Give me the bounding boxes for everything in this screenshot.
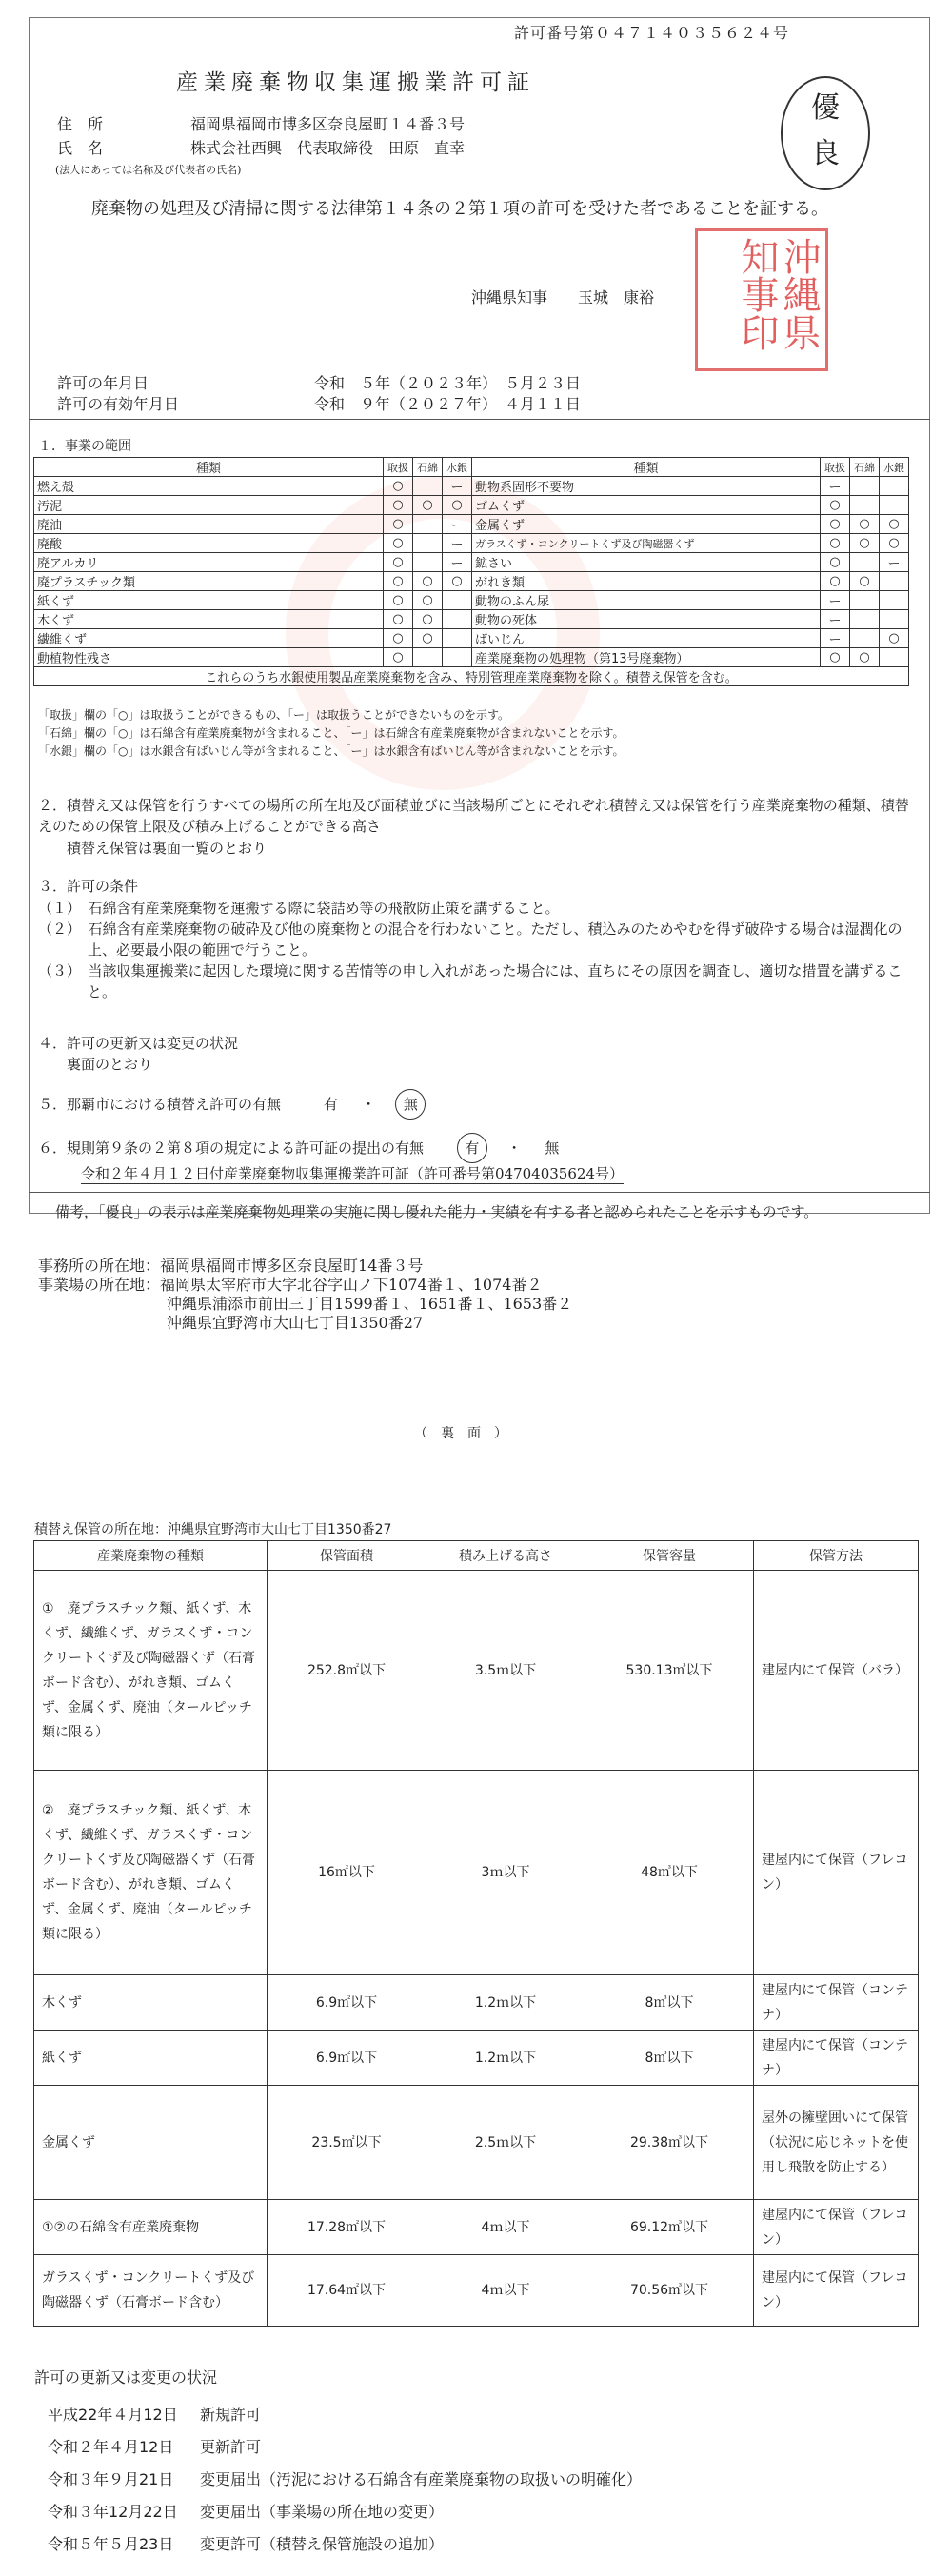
- storage-height: 1.2ｍ以下: [426, 1975, 585, 2031]
- col-handling: 取扱: [384, 458, 413, 477]
- permit-mark: ー: [880, 553, 909, 572]
- storage-capacity: 69.12㎥以下: [585, 2200, 754, 2255]
- permit-mark: [880, 610, 909, 629]
- waste-type: 動物の死体: [472, 610, 821, 629]
- permit-mark: ー: [443, 477, 472, 496]
- storage-type: 金属くず: [34, 2086, 268, 2200]
- permit-mark: ○: [880, 534, 909, 553]
- waste-type: ガラスくず・コンクリートくず及び陶磁器くず: [472, 534, 821, 553]
- history-entry: [48, 2528, 642, 2561]
- col-mercury: 水銀: [443, 458, 472, 477]
- history-date: 令和２年４月12日: [48, 2438, 174, 2456]
- permit-mark: ー: [821, 591, 850, 610]
- scope-row: [34, 648, 909, 667]
- section-5-no-circled: 無: [395, 1089, 426, 1120]
- permit-mark: ○: [413, 572, 443, 591]
- scope-row: [34, 553, 909, 572]
- section-5-text: ５．那覇市における積替え許可の有無: [38, 1096, 282, 1113]
- page-title: 産業廃棄物収集運搬業許可証: [176, 70, 535, 95]
- site-address: 沖縄県宜野湾市大山七丁目1350番27: [167, 1314, 424, 1332]
- permit-mark: ○: [821, 534, 850, 553]
- storage-method: 建屋内にて保管（フレコン）: [754, 1771, 919, 1975]
- permit-mark: ー: [443, 553, 472, 572]
- note: 「取扱」欄の「○」は取扱うことができるもの、「ー」は取扱うことができないものを示す。: [38, 708, 510, 722]
- permit-mark: ー: [443, 515, 472, 534]
- permit-mark: [850, 553, 880, 572]
- storage-capacity: 29.38㎥以下: [585, 2086, 754, 2200]
- permit-mark: ○: [384, 629, 413, 648]
- permit-mark: [443, 648, 472, 667]
- name-note: (法人にあっては名称及び代表者の氏名): [55, 164, 242, 176]
- storage-type: ② 廃プラスチック類、紙くず、木くず、繊維くず、ガラスくず・コンクリートくず及び陶磁器くず（石膏ボード含む）、がれき類、ゴムくず、金属くず、廃油（タールピッチ類に限る）: [34, 1771, 268, 1975]
- storage-area: 252.8㎡以下: [268, 1571, 426, 1771]
- history-date: 令和３年12月22日: [48, 2503, 178, 2521]
- storage-col-method: 保管方法: [754, 1541, 919, 1571]
- storage-row: [34, 2086, 919, 2200]
- permit-mark: [443, 610, 472, 629]
- storage-row: [34, 2255, 919, 2327]
- waste-type: 燃え殻: [34, 477, 384, 496]
- storage-area: 6.9㎡以下: [268, 1975, 426, 2031]
- storage-method: 建屋内にて保管（バラ）: [754, 1571, 919, 1771]
- history-desc: 更新許可: [200, 2438, 262, 2456]
- office-address: 福岡県福岡市博多区奈良屋町14番３号: [160, 1257, 424, 1275]
- storage-col-capacity: 保管容量: [585, 1541, 754, 1571]
- divider: [29, 419, 930, 420]
- history-date: 令和５年５月23日: [48, 2535, 174, 2553]
- scope-row: [34, 591, 909, 610]
- col-asbestos: 石綿: [850, 458, 880, 477]
- section-6-no: 無: [545, 1139, 560, 1157]
- history-date: 令和３年９月21日: [48, 2470, 174, 2488]
- storage-capacity: 8㎥以下: [585, 1975, 754, 2031]
- waste-type: がれき類: [472, 572, 821, 591]
- remark: 備考，「優良」の表示は産業廃棄物処理業の実施に関し優れた能力・実績を有する者と認められたことを示すものです。: [55, 1203, 819, 1220]
- permit-mark: ○: [821, 496, 850, 515]
- storage-capacity: 48㎥以下: [585, 1771, 754, 1975]
- section-2-note: 積替え保管は裏面一覧のとおり: [67, 840, 268, 857]
- site-address: 沖縄県浦添市前田三丁目1599番１、1651番１、1653番２: [167, 1295, 573, 1313]
- scope-row: [34, 477, 909, 496]
- permit-mark: ○: [821, 553, 850, 572]
- permit-mark: ○: [384, 534, 413, 553]
- waste-type: 動物のふん尿: [472, 591, 821, 610]
- seal-char: 優: [811, 91, 840, 125]
- governor-seal: 沖縄県知事印: [695, 228, 828, 371]
- storage-row: [34, 2200, 919, 2255]
- history-entry: [48, 2464, 642, 2496]
- waste-type: 動植物性残さ: [34, 648, 384, 667]
- storage-location: 積替え保管の所在地：沖縄県宜野湾市大山七丁目1350番27: [34, 1522, 392, 1537]
- storage-type: ① 廃プラスチック類、紙くず、木くず、繊維くず、ガラスくず・コンクリートくず及び陶磁器くず（石膏ボード含む）、がれき類、ゴムくず、金属くず、廃油（タールピッチ類に限る）: [34, 1571, 268, 1771]
- storage-method: 建屋内にて保管（コンテナ）: [754, 2031, 919, 2086]
- storage-table: [33, 1540, 919, 2327]
- history-date: 平成22年４月12日: [48, 2406, 178, 2424]
- storage-height: 4ｍ以下: [426, 2200, 585, 2255]
- permit-number: 許可番号第０４７１４０３５６２４号: [514, 24, 790, 42]
- permit-mark: ○: [384, 553, 413, 572]
- waste-type: 繊維くず: [34, 629, 384, 648]
- permit-mark: [850, 496, 880, 515]
- waste-type: 廃油: [34, 515, 384, 534]
- storage-col-height: 積み上げる高さ: [426, 1541, 585, 1571]
- storage-capacity: 70.56㎥以下: [585, 2255, 754, 2327]
- permit-mark: ○: [850, 534, 880, 553]
- storage-type: ガラスくず・コンクリートくず及び陶磁器くず（石膏ボード含む）: [34, 2255, 268, 2327]
- permit-mark: ○: [384, 496, 413, 515]
- permit-mark: ○: [384, 648, 413, 667]
- permit-mark: ○: [850, 572, 880, 591]
- history-entry: [48, 2399, 642, 2431]
- waste-type: 木くず: [34, 610, 384, 629]
- permit-mark: ○: [821, 572, 850, 591]
- issuer: 沖縄県知事 玉城 康裕: [471, 288, 655, 307]
- storage-row: [34, 1771, 919, 1975]
- storage-height: 3ｍ以下: [426, 1771, 585, 1975]
- section-5-dot: ・: [361, 1096, 376, 1113]
- permit-mark: [880, 648, 909, 667]
- storage-area: 16㎡以下: [268, 1771, 426, 1975]
- section-6: [38, 1133, 559, 1163]
- permit-mark: [850, 477, 880, 496]
- permit-mark: ○: [413, 496, 443, 515]
- storage-height: 3.5ｍ以下: [426, 1571, 585, 1771]
- storage-type: 紙くず: [34, 2031, 268, 2086]
- permit-mark: ○: [850, 515, 880, 534]
- scope-header-row: [34, 458, 909, 477]
- waste-type: 動物系固形不要物: [472, 477, 821, 496]
- issue-date-label: 許可の年月日: [57, 374, 149, 392]
- permit-mark: ○: [384, 515, 413, 534]
- scope-footer-row: [34, 667, 909, 686]
- storage-type: 木くず: [34, 1975, 268, 2031]
- note: 「石綿」欄の「○」は石綿含有産業廃棄物が含まれること、「ー」は石綿含有産業廃棄物が含まれないことを示す。: [38, 726, 625, 740]
- permit-mark: ○: [880, 629, 909, 648]
- waste-type: 鉱さい: [472, 553, 821, 572]
- site-label: 事業場の所在地：: [38, 1276, 161, 1294]
- permit-mark: [413, 648, 443, 667]
- section-6-note: 令和２年４月１２日付産業廃棄物収集運搬業許可証（許可番号第04704035624号）: [81, 1165, 624, 1182]
- col-handling: 取扱: [821, 458, 850, 477]
- col-type: 種類: [34, 458, 384, 477]
- waste-type: 廃プラスチック類: [34, 572, 384, 591]
- waste-type: 産業廃棄物の処理物（第13号廃棄物）: [472, 648, 821, 667]
- storage-method: 建屋内にて保管（コンテナ）: [754, 1975, 919, 2031]
- storage-area: 17.64㎡以下: [268, 2255, 426, 2327]
- section-6-dot: ・: [506, 1139, 522, 1157]
- conditions: [38, 898, 914, 1002]
- issue-date: 令和 ５年（２０２３年） ５月２３日: [314, 374, 582, 392]
- waste-type: ばいじん: [472, 629, 821, 648]
- storage-height: 1.2ｍ以下: [426, 2031, 585, 2086]
- scope-row: [34, 610, 909, 629]
- history-entry: [48, 2431, 642, 2464]
- waste-type: 紙くず: [34, 591, 384, 610]
- permit-mark: [880, 572, 909, 591]
- waste-type: 廃酸: [34, 534, 384, 553]
- scope-heading: １．事業の範囲: [38, 439, 131, 454]
- scope-table: [33, 457, 909, 686]
- storage-method: 建屋内にて保管（フレコン）: [754, 2255, 919, 2327]
- permit-mark: ー: [443, 534, 472, 553]
- permit-mark: ー: [821, 629, 850, 648]
- address-label: 住 所: [57, 115, 104, 133]
- scope-row: [34, 629, 909, 648]
- history-desc: 変更届出（汚泥における石綿含有産業廃棄物の取扱いの明確化）: [200, 2470, 643, 2488]
- section-5: [38, 1089, 426, 1120]
- permit-mark: ○: [821, 515, 850, 534]
- storage-height: 4ｍ以下: [426, 2255, 585, 2327]
- permit-mark: [413, 477, 443, 496]
- company-name: 株式会社西興 代表取締役 田原 直幸: [190, 139, 466, 157]
- permit-mark: ○: [384, 591, 413, 610]
- storage-col-area: 保管面積: [268, 1541, 426, 1571]
- history-title: 許可の更新又は変更の状況: [34, 2368, 218, 2387]
- yuryo-seal: [781, 76, 870, 190]
- permit-mark: [850, 591, 880, 610]
- storage-area: 6.9㎡以下: [268, 2031, 426, 2086]
- permit-mark: ○: [413, 610, 443, 629]
- permit-mark: [443, 629, 472, 648]
- valid-date-label: 許可の有効年月日: [57, 395, 180, 413]
- section-5-yes: 有: [323, 1096, 338, 1113]
- section-2: ２．積替え又は保管を行うすべての場所の所在地及び面積並びに当該場所ごとにそれぞれ積替え又は保管を行う産業廃棄物の種類、積替えのための保管上限及び積み上げることができる高さ: [38, 797, 909, 835]
- scope-row: [34, 496, 909, 515]
- statement: 廃棄物の処理及び清掃に関する法律第１４条の２第１項の許可を受けた者であることを証する。: [91, 199, 828, 219]
- scope-notes: [38, 706, 625, 761]
- condition: （３） 当該収集運搬業に起因した環境に関する苦情等の申し入れがあった場合には、直ちにその原因を調査し、適切な措置を講ずること。: [38, 962, 902, 1001]
- name-label: 氏 名: [57, 139, 104, 157]
- condition: （２） 石綿含有産業廃棄物の破砕及び他の廃棄物との混合を行わないこと。ただし、積込みのためやむを得ず破砕する場合は湿潤化の上、必要最小限の範囲で行うこと。: [38, 921, 902, 959]
- section-6-yes-circled: 有: [457, 1133, 487, 1163]
- storage-capacity: 8㎥以下: [585, 2031, 754, 2086]
- permit-mark: ○: [413, 629, 443, 648]
- storage-capacity: 530.13㎥以下: [585, 1571, 754, 1771]
- storage-type: ①②の石綿含有産業廃棄物: [34, 2200, 268, 2255]
- permit-mark: [443, 591, 472, 610]
- col-mercury: 水銀: [880, 458, 909, 477]
- permit-mark: [413, 515, 443, 534]
- waste-type: 廃アルカリ: [34, 553, 384, 572]
- storage-col-type: 産業廃棄物の種類: [34, 1541, 268, 1571]
- storage-row: [34, 1975, 919, 2031]
- seal-char: 良: [811, 137, 840, 170]
- scope-row: [34, 534, 909, 553]
- storage-area: 17.28㎡以下: [268, 2200, 426, 2255]
- permit-mark: ○: [413, 591, 443, 610]
- permit-mark: ○: [384, 610, 413, 629]
- permit-mark: ○: [443, 496, 472, 515]
- waste-type: ゴムくず: [472, 496, 821, 515]
- col-type: 種類: [472, 458, 821, 477]
- history-entry: [48, 2496, 642, 2528]
- section-4-note: 裏面のとおり: [67, 1056, 153, 1073]
- permit-mark: ○: [443, 572, 472, 591]
- history-desc: 新規許可: [200, 2406, 262, 2424]
- section-3: ３．許可の条件: [38, 878, 139, 895]
- waste-type: 汚泥: [34, 496, 384, 515]
- condition: （１） 石綿含有産業廃棄物を運搬する際に袋詰め等の飛散防止策を講ずること。: [38, 900, 560, 917]
- history-desc: 変更届出（事業場の所在地の変更）: [200, 2503, 445, 2521]
- office-block: [38, 1257, 572, 1333]
- col-asbestos: 石綿: [413, 458, 443, 477]
- permit-mark: [850, 610, 880, 629]
- permit-mark: [413, 553, 443, 572]
- storage-height: 2.5ｍ以下: [426, 2086, 585, 2200]
- scope-row: [34, 515, 909, 534]
- back-side-label: （ 裏 面 ）: [414, 1426, 507, 1441]
- note: 「水銀」欄の「○」は水銀含有ばいじん等が含まれること、「ー」は水銀含有ばいじん等が含まれないことを示す。: [38, 744, 625, 758]
- permit-mark: ー: [821, 477, 850, 496]
- storage-row: [34, 1571, 919, 1771]
- divider: [29, 1192, 930, 1193]
- waste-type: 金属くず: [472, 515, 821, 534]
- permit-mark: [413, 534, 443, 553]
- storage-area: 23.5㎡以下: [268, 2086, 426, 2200]
- permit-mark: ○: [384, 572, 413, 591]
- scope-row: [34, 572, 909, 591]
- site-address: 福岡県太宰府市大字北谷字山ノ下1074番１、1074番２: [160, 1276, 543, 1294]
- storage-header-row: [34, 1541, 919, 1571]
- permit-mark: [880, 591, 909, 610]
- storage-method: 屋外の擁壁囲いにて保管（状況に応じネットを使用し飛散を防止する）: [754, 2086, 919, 2200]
- scope-footer: これらのうち水銀使用製品産業廃棄物を含み、特別管理産業廃棄物を除く。積替え保管を含む。: [34, 667, 909, 686]
- valid-date: 令和 ９年（２０２７年） ４月１１日: [314, 395, 582, 413]
- office-label: 事務所の所在地：: [38, 1257, 161, 1275]
- permit-mark: ○: [821, 648, 850, 667]
- permit-mark: [880, 477, 909, 496]
- section-4: ４．許可の更新又は変更の状況: [38, 1035, 239, 1052]
- section-6-text: ６．規則第９条の２第８項の規定による許可証の提出の有無: [38, 1139, 425, 1157]
- permit-mark: [850, 629, 880, 648]
- storage-method: 建屋内にて保管（フレコン）: [754, 2200, 919, 2255]
- permit-mark: [880, 496, 909, 515]
- permit-mark: ー: [821, 610, 850, 629]
- permit-mark: ○: [880, 515, 909, 534]
- permit-mark: ○: [384, 477, 413, 496]
- history-desc: 変更許可（積替え保管施設の追加）: [200, 2535, 445, 2553]
- address: 福岡県福岡市博多区奈良屋町１４番３号: [190, 115, 466, 133]
- permit-mark: ○: [850, 648, 880, 667]
- history-list: [48, 2399, 642, 2561]
- storage-row: [34, 2031, 919, 2086]
